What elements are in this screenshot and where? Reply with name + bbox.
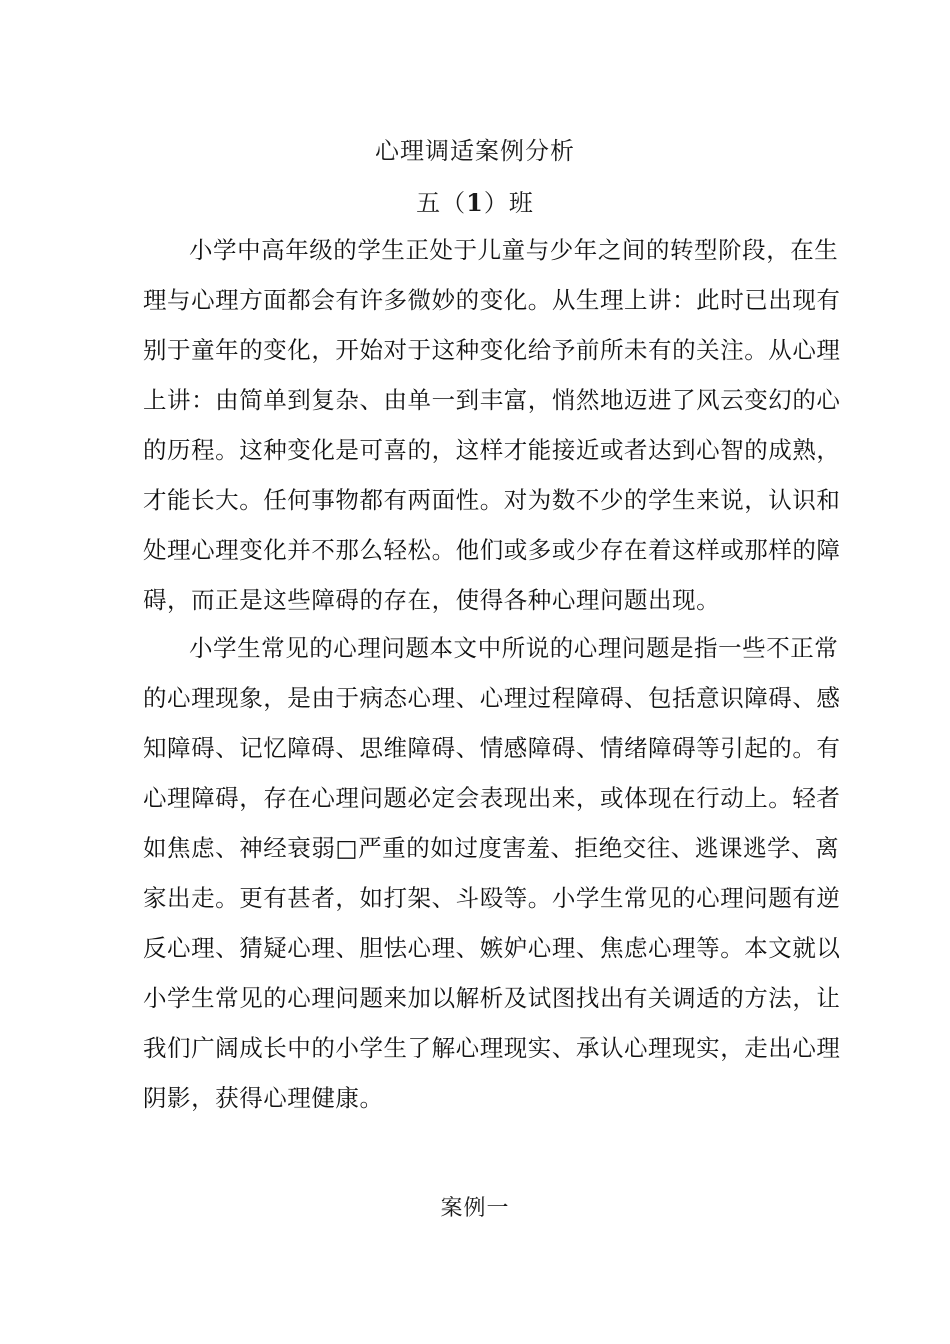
class-label-suffix: ）班: [483, 189, 534, 217]
class-label-number: 1: [466, 188, 484, 217]
paragraph-line: 的历程。这种变化是可喜的，这样才能接近或者达到心智的成熟，: [143, 436, 841, 464]
paragraph-line: 的心理现象，是由于病态心理、心理过程障碍、包括意识障碍、感: [143, 684, 841, 712]
paragraph-line: 上讲：由简单到复杂、由单一到丰富，悄然地迈进了风云变幻的心: [143, 386, 841, 414]
paragraph-common-problems: [143, 623, 841, 1123]
paragraph-line: 小学生常见的心理问题本文中所说的心理问题是指一些不正常: [189, 634, 839, 662]
paragraph-intro: [143, 225, 841, 625]
class-label: [0, 183, 950, 218]
paragraph-line: 知障碍、记忆障碍、思维障碍、情感障碍、情绪障碍等引起的。有: [143, 734, 841, 762]
class-label-prefix: 五（: [416, 189, 467, 217]
document-title: 心理调适案例分析: [375, 137, 575, 165]
paragraph-line: 处理心理变化并不那么轻松。他们或多或少存在着这样或那样的障: [143, 536, 841, 564]
paragraph-line: 才能长大。任何事物都有两面性。对为数不少的学生来说，认识和: [143, 486, 841, 514]
paragraph-line: 反心理、猜疑心理、胆怯心理、嫉妒心理、焦虑心理等。本文就以: [143, 934, 841, 962]
paragraph-line: 小学中高年级的学生正处于儿童与少年之间的转型阶段，在生: [189, 236, 839, 264]
paragraph-line: 别于童年的变化，开始对于这种变化给予前所未有的关注。从心理: [143, 336, 841, 364]
section-heading: 案例一: [440, 1196, 510, 1221]
paragraph-line: 理与心理方面都会有许多微妙的变化。从生理上讲：此时已出现有: [143, 286, 841, 314]
paragraph-line: 碍，而正是这些障碍的存在，使得各种心理问题出现。: [143, 586, 721, 614]
paragraph-line: 心理障碍，存在心理问题必定会表现出来，或体现在行动上。轻者: [143, 784, 841, 812]
paragraph-line: 家出走。更有甚者，如打架、斗殴等。小学生常见的心理问题有逆: [143, 884, 841, 912]
paragraph-line: 阴影，获得心理健康。: [143, 1084, 384, 1112]
paragraph-line: 小学生常见的心理问题来加以解析及试图找出有关调适的方法，让: [143, 984, 841, 1012]
paragraph-line: 如焦虑、神经衰弱□严重的如过度害羞、拒绝交往、逃课逃学、离: [143, 834, 840, 862]
paragraph-line: 我们广阔成长中的小学生了解心理现实、承认心理现实，走出心理: [143, 1034, 841, 1062]
